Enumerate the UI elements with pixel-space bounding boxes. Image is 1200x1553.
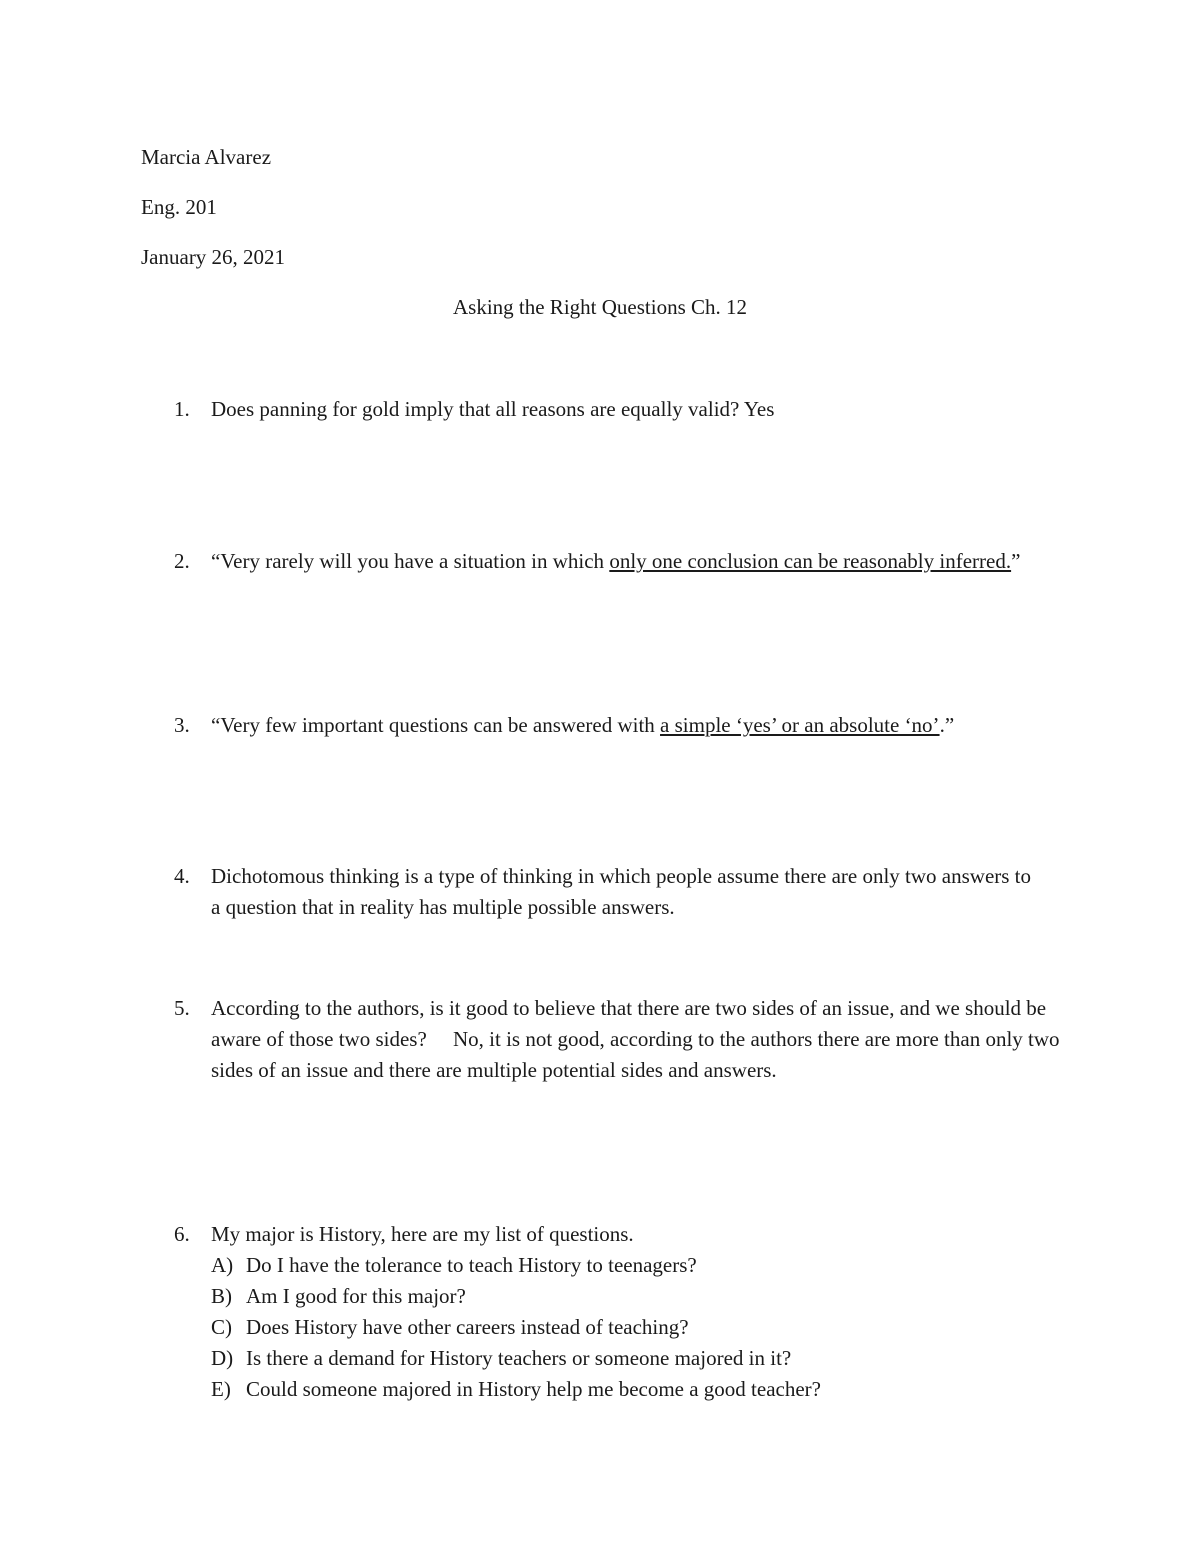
sub-item-text: Could someone majored in History help me become a good teacher?: [246, 1377, 821, 1401]
list-item-3: [174, 710, 1074, 741]
item-number: 6.: [174, 1222, 190, 1246]
sub-item-c: [211, 1312, 1061, 1343]
item-number: 4.: [174, 864, 190, 888]
document-date: January 26, 2021: [141, 245, 286, 269]
sub-item-letter: D): [211, 1346, 234, 1370]
sub-item-letter: A): [211, 1253, 234, 1277]
course-name: Eng. 201: [141, 195, 217, 219]
sub-item-text: Is there a demand for History teachers or someone majored in it?: [246, 1346, 792, 1370]
student-name: Marcia Alvarez: [141, 145, 272, 169]
list-item-1: [174, 394, 1074, 425]
item-text: According to the authors, is it good to believe that there are two sides of an issue, and we should be aware of those two sides? No, it is not good, according to the authors there are more than only two sides of an issue and there are multiple potential sides and answers.: [211, 996, 1065, 1082]
item-text: Dichotomous thinking is a type of thinking in which people assume there are only two answers to a question that in reality has multiple possible answers.: [211, 864, 1032, 919]
quote-prefix: “Very rarely will you have a situation in which: [211, 549, 610, 573]
list-item-4: [174, 861, 1074, 923]
sub-item-text: Do I have the tolerance to teach History to teenagers?: [246, 1253, 697, 1277]
item-number: 2.: [174, 549, 190, 573]
sub-item-e: [211, 1374, 1061, 1405]
item-text: Does panning for gold imply that all reasons are equally valid? Yes: [211, 397, 775, 421]
item-number: 3.: [174, 713, 190, 737]
list-item-2: [174, 546, 1074, 577]
list-item-5: [174, 993, 1074, 1086]
sub-item-a: [211, 1250, 1061, 1281]
sub-item-text: Am I good for this major?: [246, 1284, 466, 1308]
item-number: 5.: [174, 996, 190, 1020]
sub-item-letter: B): [211, 1284, 232, 1308]
sub-item-letter: E): [211, 1377, 231, 1401]
item-text: My major is History, here are my list of questions.: [211, 1222, 634, 1246]
sub-list: [211, 1250, 1061, 1405]
quote-suffix: ”: [1011, 549, 1021, 573]
item-quote: [211, 710, 1061, 741]
sub-item-b: [211, 1281, 1061, 1312]
sub-item-text: Does History have other careers instead of teaching?: [246, 1315, 689, 1339]
document-title: Asking the Right Questions Ch. 12: [452, 295, 747, 319]
item-number: 1.: [174, 397, 190, 421]
quote-underlined: only one conclusion can be reasonably inferred.: [609, 549, 1012, 573]
item-quote: [211, 546, 1041, 577]
quote-prefix: “Very few important questions can be answered with: [211, 713, 661, 737]
sub-item-letter: C): [211, 1315, 232, 1339]
quote-suffix: .”: [939, 713, 955, 737]
sub-item-d: [211, 1343, 1061, 1374]
quote-underlined: a simple ‘yes’ or an absolute ‘no’: [660, 713, 940, 737]
list-item-6: [174, 1219, 1074, 1405]
